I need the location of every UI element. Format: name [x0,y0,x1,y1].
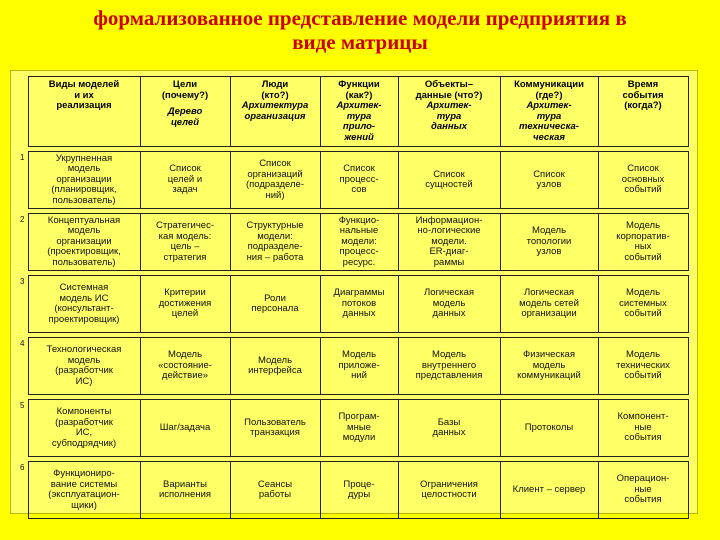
row-label-cell: Функциониро- вание системы (эксплуатацион- щики) [28,462,140,519]
row-label-cell: Компоненты (разработчик ИС, субподрядчик) [28,400,140,457]
matrix-cell: Шаг/задача [140,400,230,457]
matrix-cell: Критерии достижения целей [140,276,230,333]
matrix-cell: Проце- дуры [320,462,398,519]
table-row [20,152,688,209]
header-cell: Виды моделей и их реализация [28,77,140,147]
row-number: 5 [20,400,25,410]
matrix-cell: Стратегичес- кая модель: цель – стратегия [140,214,230,271]
header-cell: Функции (как?) Архитек- тура прило- жений [320,77,398,147]
row-number: 4 [20,338,25,348]
table-row [20,338,688,395]
page-title-line-2: виде матрицы [292,30,428,54]
matrix-cell: Модель корпоратив- ных событий [598,214,688,271]
header-cell: Время события (когда?) [598,77,688,147]
matrix-cell: Пользователь транзакция [230,400,320,457]
row-number-header [20,77,28,147]
matrix-cell: Структурные модели: подразделе- ния – работа [230,214,320,271]
matrix-cell: Модель приложе- ний [320,338,398,395]
row-label-cell: Системная модель ИС (консультант- проектировщик) [28,276,140,333]
table-row [20,400,688,457]
row-number: 1 [20,152,25,162]
page-title [0,6,720,54]
matrix-cell: Варианты исполнения [140,462,230,519]
matrix-cell: Роли персонала [230,276,320,333]
matrix-header-row [20,77,688,147]
matrix-cell: Список организаций (подразделе- ний) [230,152,320,209]
matrix-cell: Компонент- ные события [598,400,688,457]
row-label-cell: Укрупненная модель организации (планировщик, пользователь) [28,152,140,209]
header-cell: Люди (кто?) Архитектура организация [230,77,320,147]
row-number: 3 [20,276,25,286]
matrix-cell: Модель топологии узлов [500,214,598,271]
matrix-cell: Програм- мные модули [320,400,398,457]
matrix-cell: Список основных событий [598,152,688,209]
matrix-cell: Базы данных [398,400,500,457]
page-title-line-1: формализованное представление модели предприятия в [93,6,627,30]
enterprise-model-matrix [20,76,689,519]
matrix-cell: Логическая модель данных [398,276,500,333]
table-row [20,214,688,271]
matrix-cell: Модель интерфейса [230,338,320,395]
matrix-cell: Логическая модель сетей организации [500,276,598,333]
matrix-cell: Список узлов [500,152,598,209]
row-number: 2 [20,214,25,224]
matrix-cell: Модель системных событий [598,276,688,333]
matrix-cell: Сеансы работы [230,462,320,519]
matrix-cell: Модель технических событий [598,338,688,395]
header-cell: Коммуникации (где?) Архитек- тура техническа- ческая [500,77,598,147]
matrix-cell: Клиент – сервер [500,462,598,519]
table-row [20,462,688,519]
matrix-cell: Список целей и задач [140,152,230,209]
matrix-cell: Модель «состояние- действие» [140,338,230,395]
matrix-cell: Функцио- нальные модели: процесс- ресурс. [320,214,398,271]
matrix-cell: Операцион- ные события [598,462,688,519]
header-cell: Объекты– данные (что?) Архитек- тура данных [398,77,500,147]
matrix-cell: Протоколы [500,400,598,457]
matrix-cell: Список сущностей [398,152,500,209]
matrix-cell: Ограничения целостности [398,462,500,519]
matrix-cell: Список процесс- сов [320,152,398,209]
matrix-cell: Диаграммы потоков данных [320,276,398,333]
header-cell: Цели (почему?) Дерево целей [140,77,230,147]
table-row [20,276,688,333]
matrix-cell: Физическая модель коммуникаций [500,338,598,395]
row-label-cell: Технологическая модель (разработчик ИС) [28,338,140,395]
matrix-cell: Модель внутреннего представления [398,338,500,395]
row-number: 6 [20,462,25,472]
row-label-cell: Концептуальная модель организации (проектировщик, пользователь) [28,214,140,271]
matrix-cell: Информацион- но-логические модели. ER-диаг- раммы [398,214,500,271]
